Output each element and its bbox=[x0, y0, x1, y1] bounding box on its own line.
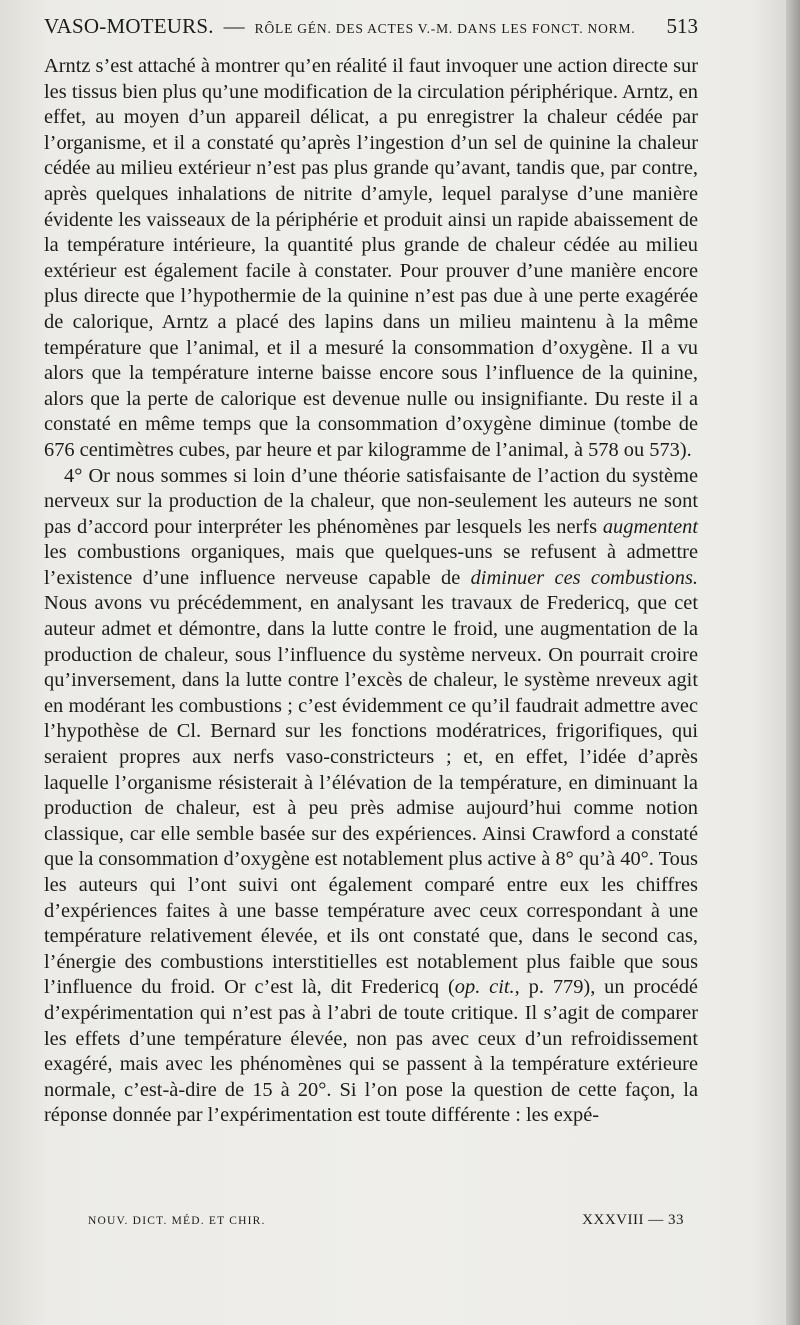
paragraph-2 bbox=[44, 464, 698, 1129]
page-edge-shadow bbox=[786, 0, 800, 1325]
header-subtitle: RÔLE GÉN. DES ACTES V.-M. DANS LES FONCT. NORM. bbox=[254, 21, 636, 36]
text-run: Arntz s’est attaché à montrer qu’en réalité il faut invoquer une action directe sur les tissus bien plus qu’une modification de la circulation périphérique. Arntz, en effet, au moyen d’un appareil délicat, a pu enregistrer la chaleur cédée par l’organisme, et il a constaté qu’après l’ingestion d’un sel de quinine la chaleur cédée au milieu extérieur n’est pas plus grande qu’avant, tandis que, par contre, après quelques inhalations de nitrite d’amyle, lequel paralyse d’une manière évidente les vaisseaux de la périphérie et produit ainsi un rapide abaissement de la température intérieure, la quantité plus grande de chaleur cédée au milieu extérieur est également facile à constater. Pour prouver d’une manière encore plus directe que l’hypothermie de la quinine n’est pas due à une perte exagérée de calorique, Arntz a placé des lapins dans un milieu maintenu à la même température que l’animal, et il a mesuré la consommation d’oxygène. Il a vu alors que la température interne baisse encore sous l’influence de la quinine, alors que la perte de calorique est devenue nulle ou insignifiante. Du reste il a constaté en même temps que la consommation d’oxygène diminue (tombe de 676 centimètres cubes, par heure et par kilogramme de l’animal, à 578 ou 573). bbox=[44, 55, 698, 461]
page-footer bbox=[44, 1212, 698, 1229]
text-run: les combustions organiques, mais que quelques-uns se refusent à admettre l’existence d’une influence nerveuse capable de bbox=[44, 541, 698, 589]
header-dash: — bbox=[223, 14, 245, 38]
paragraph-1 bbox=[44, 54, 698, 464]
header-title: VASO-MOTEURS. bbox=[44, 14, 214, 38]
text-run: 4° Or nous sommes si loin d’une théorie satisfaisante de l’action du système nerveux sur la production de la chaleur, que non-seulement les auteurs ne sont pas d’accord pour interpréter les phénomènes par lesquels les nerfs bbox=[44, 464, 698, 538]
running-header bbox=[44, 14, 698, 50]
footer-publication: NOUV. DICT. MÉD. ET CHIR. bbox=[88, 1215, 266, 1227]
text-run: Nous avons vu précédemment, en analysant les travaux de Fredericq, que cet auteur admet et démontre, dans la lutte contre le froid, une augmentation de la production de chaleur, sous l’influence du système nerveux. On pourrait croire qu’inversement, dans la lutte contre l’excès de chaleur, le système nreveux agit en modérant les combustions ; c’est évidemment ce qu’il faudrait admettre avec l’hypothèse de Cl. Bernard sur les fonctions modératrices, frigorifiques, qui seraient propres aux nerfs vaso-constricteurs ; et, en effet, l’idée d’après laquelle l’organisme résisterait à l’élévation de la température, en diminuant la production de chaleur, est à peu près admise aujourd’hui comme notion classique, car elle semble basée sur des expériences. Ainsi Crawford a constaté que la consommation d’oxygène est notablement plus active à 8° qu’à 40°. Tous les auteurs qui l’ont suivi ont également comparé entre eux les chiffres d’expériences faites à une basse température avec ceux correspondant à une température relativement élevée, et ils ont constaté que, dans le second cas, l’énergie des combustions interstitielles est notablement plus faible que sous l’influence du froid. Or c’est là, dit Fredericq ( bbox=[44, 592, 698, 999]
italic-text: augmentent bbox=[602, 515, 698, 538]
page-number: 513 bbox=[666, 14, 698, 38]
italic-text: diminuer ces combustions. bbox=[470, 566, 698, 589]
italic-text: op. cit. bbox=[454, 976, 515, 999]
text-run: , p. 779), un procédé d’expérimentation qui n’est pas à l’abri de toute critique. Il s’agit de comparer les effets d’une température élevée, non pas avec ceux d’un refroidissement exagéré, mais avec les phénomènes qui se passent à la température extérieure normale, c’est-à-dire de 15 à 20°. Si l’on pose la question de cette façon, la réponse donnée par l’expérimentation est toute différente : les expé- bbox=[44, 976, 698, 1127]
footer-signature: XXXVIII — 33 bbox=[582, 1212, 684, 1228]
body-text bbox=[44, 54, 698, 1129]
